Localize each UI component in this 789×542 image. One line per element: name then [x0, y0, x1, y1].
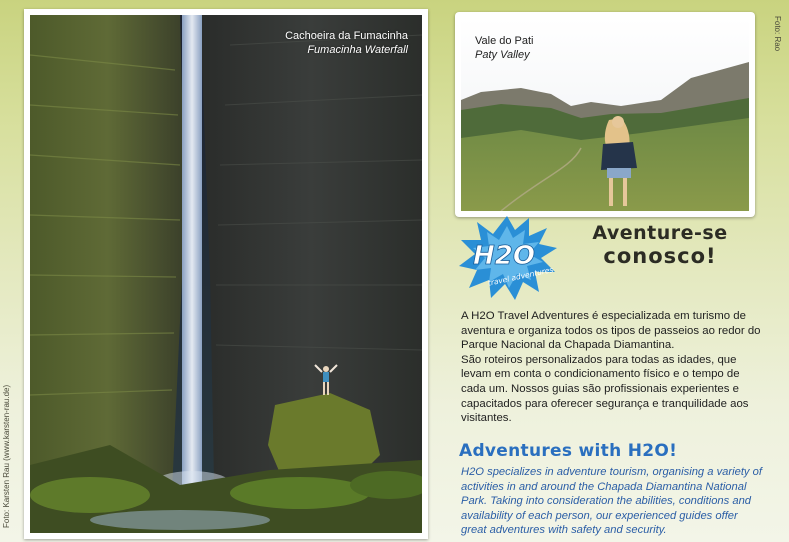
slogan-line1: Aventure-se: [592, 222, 728, 244]
side-photo-frame: [455, 12, 755, 217]
waterfall-photo: [30, 15, 422, 533]
logo-main-text: H2O: [473, 241, 535, 271]
photo-credit-right: Foto: Rao: [773, 16, 782, 52]
logo-sub-text: travel adventures: [486, 265, 555, 288]
portuguese-description: [461, 309, 761, 426]
slogan: [580, 222, 740, 268]
waterfall-illustration: [30, 15, 422, 533]
english-description: H2O specializes in adventure tourism, organising a variety of activities in and around the Chapada Diamantina National Park. Taking into consideration the abilities, conditions and availability of each person, our experienced guides offer great adventures with safety and security.: [461, 466, 762, 537]
main-photo-caption: [285, 29, 408, 57]
main-photo-frame: [24, 9, 428, 539]
english-heading: Adventures with H2O!: [459, 441, 678, 461]
splash-icon: [455, 212, 560, 304]
valley-photo: [461, 18, 749, 211]
slogan-line2: conosco!: [603, 244, 717, 268]
side-caption-pt: Vale do Pati: [475, 35, 534, 47]
h2o-logo: [455, 212, 560, 304]
main-caption-pt: Cachoeira da Fumacinha: [285, 30, 408, 42]
pt-paragraph-1: A H2O Travel Adventures é especializada em turismo de aventura e organiza todos os tipos de passeios ao redor do Parque Nacional da Chapada Diamantina.: [461, 310, 761, 352]
main-caption-en: Fumacinha Waterfall: [307, 44, 408, 56]
side-photo-caption: [475, 34, 534, 62]
side-caption-en: Paty Valley: [475, 49, 530, 61]
pt-paragraph-2: São roteiros personalizados para todas as idades, que levam em conta o condicionamento físico e o tempo de cada um. Nossos guias são profissionais experientes e capacitados para oferecer segurança e tranquilidade aos visitantes.: [461, 353, 749, 425]
photo-credit-left: Foto: Karsten Rau (www.karsten-rau.de): [2, 384, 11, 528]
